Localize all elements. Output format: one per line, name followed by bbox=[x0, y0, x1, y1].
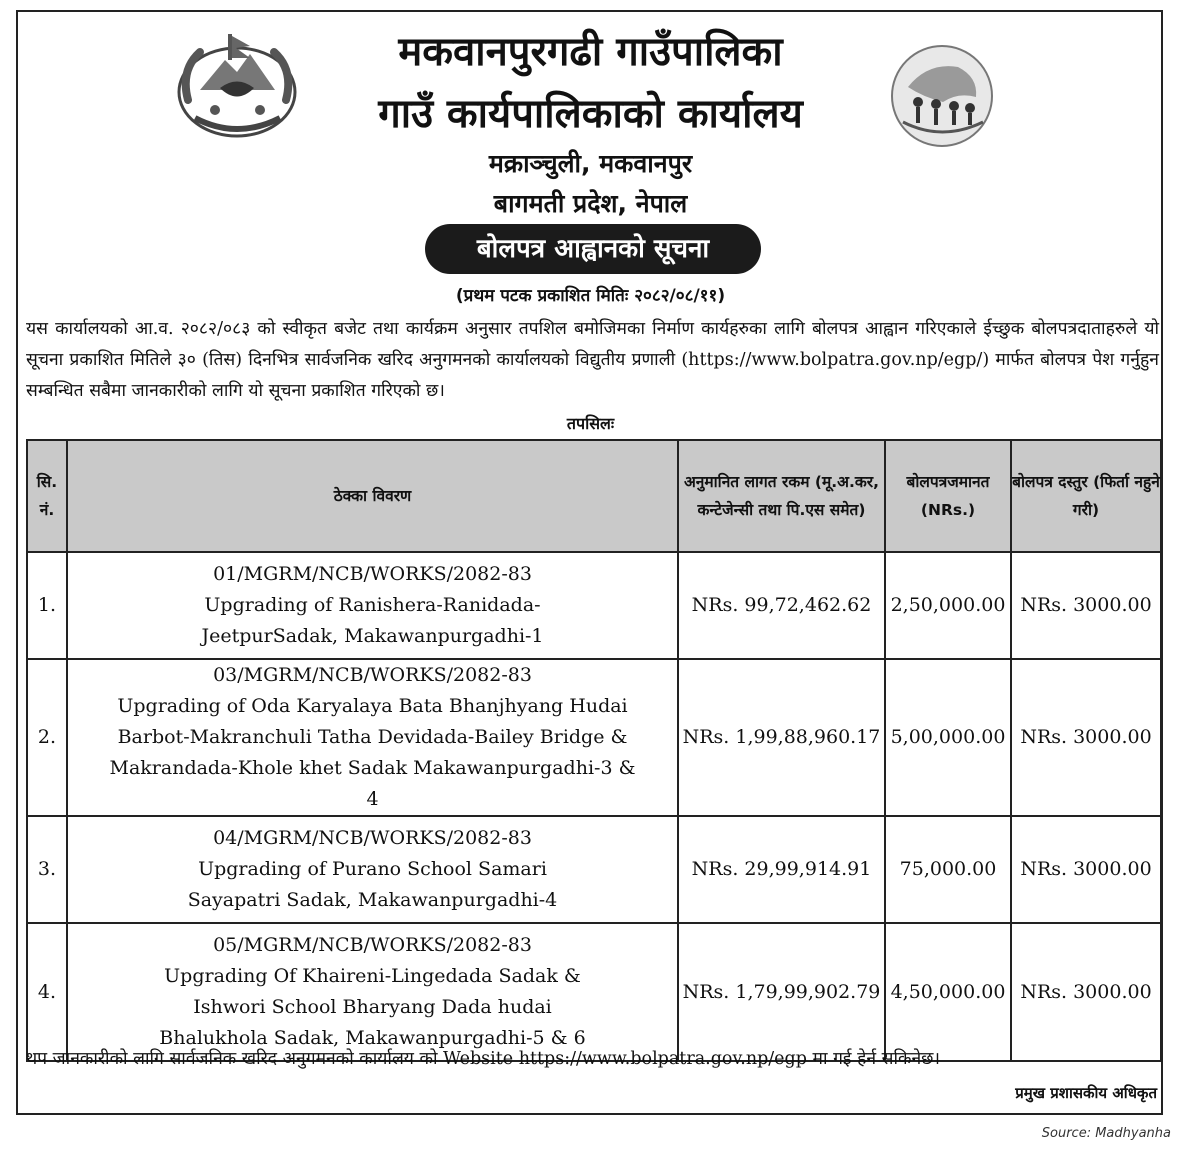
row-security: 2,50,000.00 bbox=[885, 552, 1011, 659]
row-fee: NRs. 3000.00 bbox=[1011, 816, 1161, 923]
table-row bbox=[27, 552, 1161, 659]
row-cost: NRs. 1,99,88,960.17 bbox=[678, 659, 885, 816]
contract-title: Upgrading of Ranishera-Ranidada-JeetpurSadak, Makawanpurgadhi-1 bbox=[201, 594, 544, 647]
tapasil-label: तपसिलः bbox=[566, 414, 615, 433]
source-credit: Source: Madhyanha bbox=[1041, 1126, 1171, 1141]
row-description bbox=[67, 816, 678, 923]
row-cost: NRs. 99,72,462.62 bbox=[678, 552, 885, 659]
header-description: ठेक्का विवरण bbox=[67, 440, 678, 552]
row-security: 4,50,000.00 bbox=[885, 923, 1011, 1061]
row-cost: NRs. 1,79,99,902.79 bbox=[678, 923, 885, 1061]
row-security: 75,000.00 bbox=[885, 816, 1011, 923]
office-name: गाउँ कार्यपालिकाको कार्यालय bbox=[378, 91, 803, 137]
municipality-name: मकवानपुरगढी गाउँपालिका bbox=[398, 29, 783, 75]
row-sn: 4. bbox=[27, 923, 67, 1061]
table-row bbox=[27, 816, 1161, 923]
works-table bbox=[26, 439, 1162, 1062]
contract-code: 01/MGRM/NCB/WORKS/2082-83 bbox=[213, 563, 532, 585]
row-cost: NRs. 29,99,914.91 bbox=[678, 816, 885, 923]
office-address: मक्राञ्चुली, मकवानपुर bbox=[488, 149, 693, 178]
publish-date: (प्रथम पटक प्रकाशित मितिः २०८२/०८/११) bbox=[455, 286, 726, 306]
header-sn: सि. नं. bbox=[27, 440, 67, 552]
row-sn: 3. bbox=[27, 816, 67, 923]
row-fee: NRs. 3000.00 bbox=[1011, 659, 1161, 816]
signatory: प्रमुख प्रशासकीय अधिकृत bbox=[1015, 1084, 1157, 1102]
row-description bbox=[67, 552, 678, 659]
row-description bbox=[67, 923, 678, 1061]
header-cost: अनुमानित लागत रकम (मू.अ.कर, कन्टेजेन्सी तथा पि.एस समेत) bbox=[678, 440, 885, 552]
table-header-row bbox=[27, 440, 1161, 552]
table-row bbox=[27, 659, 1161, 816]
row-sn: 2. bbox=[27, 659, 67, 816]
header-bid-security: बोलपत्रजमानत (NRs.) bbox=[885, 440, 1011, 552]
contract-code: 04/MGRM/NCB/WORKS/2082-83 bbox=[213, 827, 532, 849]
contract-title: Upgrading of Oda Karyalaya Bata Bhanjhyang Hudai Barbot-Makranchuli Tatha Devidada-Bailey Bridge & Makrandada-Khole khet Sadak Makawanpurgadhi-3 & 4 bbox=[109, 695, 636, 810]
header-fee: बोलपत्र दस्तुर (फिर्ता नहुने गरी) bbox=[1011, 440, 1161, 552]
contract-title: Upgrading of Purano School Samari Sayapatri Sadak, Makawanpurgadhi-4 bbox=[187, 858, 558, 911]
province-name: बागमती प्रदेश, नेपाल bbox=[493, 189, 688, 218]
row-description bbox=[67, 659, 678, 816]
footer-note: थप जानकारीको लागि सार्वजनिक खरिद अनुगमनको कार्यालय को Website https://www.bolpatra.gov.np/egp मा गई हेर्न सकिनेछ। bbox=[26, 1049, 941, 1069]
contract-code: 03/MGRM/NCB/WORKS/2082-83 bbox=[213, 664, 532, 686]
row-security: 5,00,000.00 bbox=[885, 659, 1011, 816]
intro-paragraph: यस कार्यालयको आ.व. २०८२/०८३ को स्वीकृत बजेट तथा कार्यक्रम अनुसार तपशिल बमोजिमका निर्माण कार्यहरुका लागि बोलपत्र आह्वान गरिएकाले ईच्छुक बोलपत्रदाताहरुले यो सूचना प्रकाशित मितिले ३० (तिस) दिनभित्र सार्वजनिक खरिद अनुगमनको कार्यालयको विद्युतीय प्रणाली (https://www.bolpatra.gov.np/egp/) मार्फत बोलपत्र पेश गर्नुहुन सम्बन्धित सबैमा जानकारीको लागि यो सूचना प्रकाशित गरिएको छ। bbox=[26, 319, 1159, 401]
table-row bbox=[27, 923, 1161, 1061]
row-fee: NRs. 3000.00 bbox=[1011, 923, 1161, 1061]
notice-title: बोलपत्र आह्वानको सूचना bbox=[425, 224, 761, 274]
row-fee: NRs. 3000.00 bbox=[1011, 552, 1161, 659]
contract-title: Upgrading Of Khaireni-Lingedada Sadak & Ishwori School Bharyang Dada hudai Bhalukhola Sadak, Makawanpurgadhi-5 & 6 bbox=[159, 965, 586, 1049]
contract-code: 05/MGRM/NCB/WORKS/2082-83 bbox=[213, 934, 532, 956]
row-sn: 1. bbox=[27, 552, 67, 659]
